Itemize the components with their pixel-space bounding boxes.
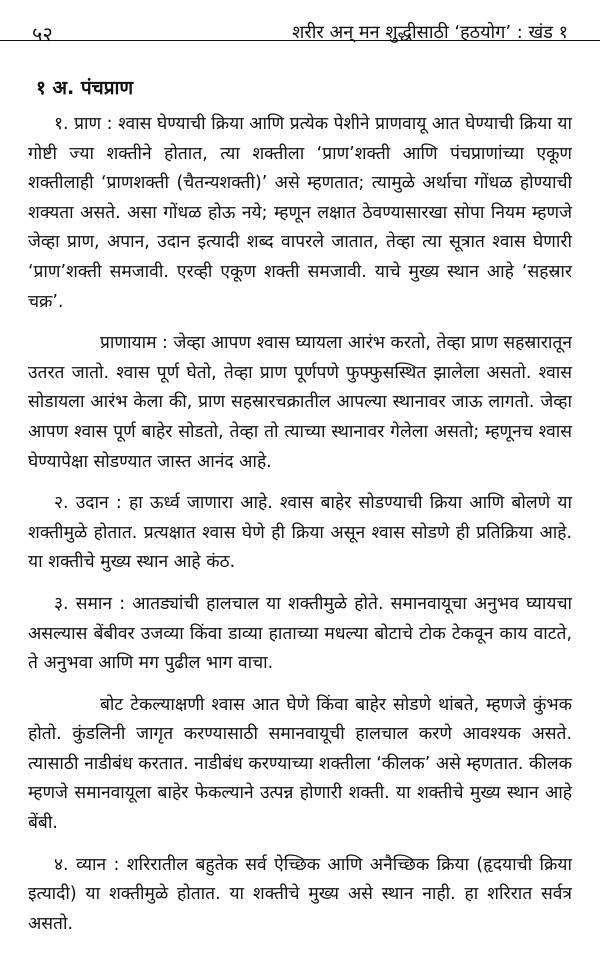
paragraph-prana: १. प्राण : श्‍वास घेण्याची क्रिया आणि प्रत्येक पेशीने प्राणवायू आत घेण्याची क्रिया या गोष्टी ज्या शक्तीने होतात, त्या शक्तीला ‘प्राण’शक्ती आणि पंचप्राणांच्या एकूण शक्तीलाही ‘प्राणशक्ती (चैतन्यशक्ती)’ असे म्हणतात; त्यामुळे अर्थाचा गोंधळ होण्याची शक्यता असते. असा गोंधळ होऊ नये; म्हणून लक्षात ठेवण्यासारखा सोपा नियम म्हणजे जेव्हा प्राण, अपान, उदान इत्यादी शब्द वापरले जातात, तेव्हा त्या सूत्रात श्‍वास घेणारी ‘प्राण’शक्ती समजावी. एरव्ही एकूण शक्ती समजावी. याचे मुख्य स्थान आहे ‘सहस्रार चक्र’. xyxy=(28,114,572,312)
running-title: शरीर अन् मन शुद्धीसाठी ‘हठयोग’ : खंड १ xyxy=(292,22,568,43)
paragraph-kumbhak: बोट टेकल्याक्षणी श्‍वास आत घेणे किंवा बाहेर सोडणे थांबते, म्हणजे कुंभक होतो. कुंडलिनी जागृत करण्यासाठी समानवायूची हालचाल करणे आवश्यक असते. त्यासाठी नाडीबंध करतात. नाडीबंध करण्याच्या शक्तीला ‘कीलक’ असे म्हणतात. कीलक म्हणजे समानवायूला बाहेर फेकल्याने उत्पन्न होणारी शक्ती. या शक्तीचे मुख्य स्थान आहे बेंबी. xyxy=(28,694,572,834)
paragraph-pranayama: प्राणायाम : जेव्हा आपण श्‍वास घ्यायला आरंभ करतो, तेव्हा प्राण सहस्रारातून उतरत जातो. श्‍वास पूर्ण घेतो, तेव्हा प्राण पूर्णपणे फुफ्फुसस्थित झालेला असतो. श्‍वास सोडायला आरंभ केला की, प्राण सहस्रारचक्रातील आपल्या स्थानावर जाऊ लागतो. जेव्हा आपण श्‍वास पूर्ण बाहेर सोडतो, तेव्हा तो त्याच्या स्थानावर गेलेला असतो; म्हणूनच श्‍वास घेण्यापेक्षा सोडण्यात जास्त आनंद आहे. xyxy=(28,333,572,472)
section-heading: १ अ. पंचप्राण xyxy=(36,77,134,99)
page-header xyxy=(28,14,572,48)
paragraph-vyana: ४. व्यान : शरिरातील बहुतेक सर्व ऐच्छिक आणि अनैच्छिक क्रिया (हृदयाची क्रिया इत्यादी) या शक्तीमुळे होतात. या शक्तीचे मुख्य असे स्थान नाही. हा शरिरात सर्वत्र असतो. xyxy=(28,854,572,934)
paragraph-samana: ३. समान : आतड्यांची हालचाल या शक्तीमुळे होते. समानवायूचा अनुभव घ्यायचा असल्यास बेंबीवर उजव्या किंवा डाव्या हाताच्या मधल्या बोटाचे टोक टेकवून काय वाटते, ते अनुभवा आणि मग पुढील भाग वाचा. xyxy=(28,593,572,674)
page-number: ५२ xyxy=(32,22,53,46)
header-rule xyxy=(0,40,600,41)
paragraph-udana: २. उदान : हा ऊर्ध्व जाणारा आहे. श्‍वास बाहेर सोडण्याची क्रिया आणि बोलणे या शक्तीमुळे होतात. प्रत्यक्षात श्‍वास घेणे ही क्रिया असून श्‍वास सोडणे ही प्रतिक्रिया आहे. या शक्तीचे मुख्य स्थान आहे कंठ. xyxy=(28,493,572,573)
